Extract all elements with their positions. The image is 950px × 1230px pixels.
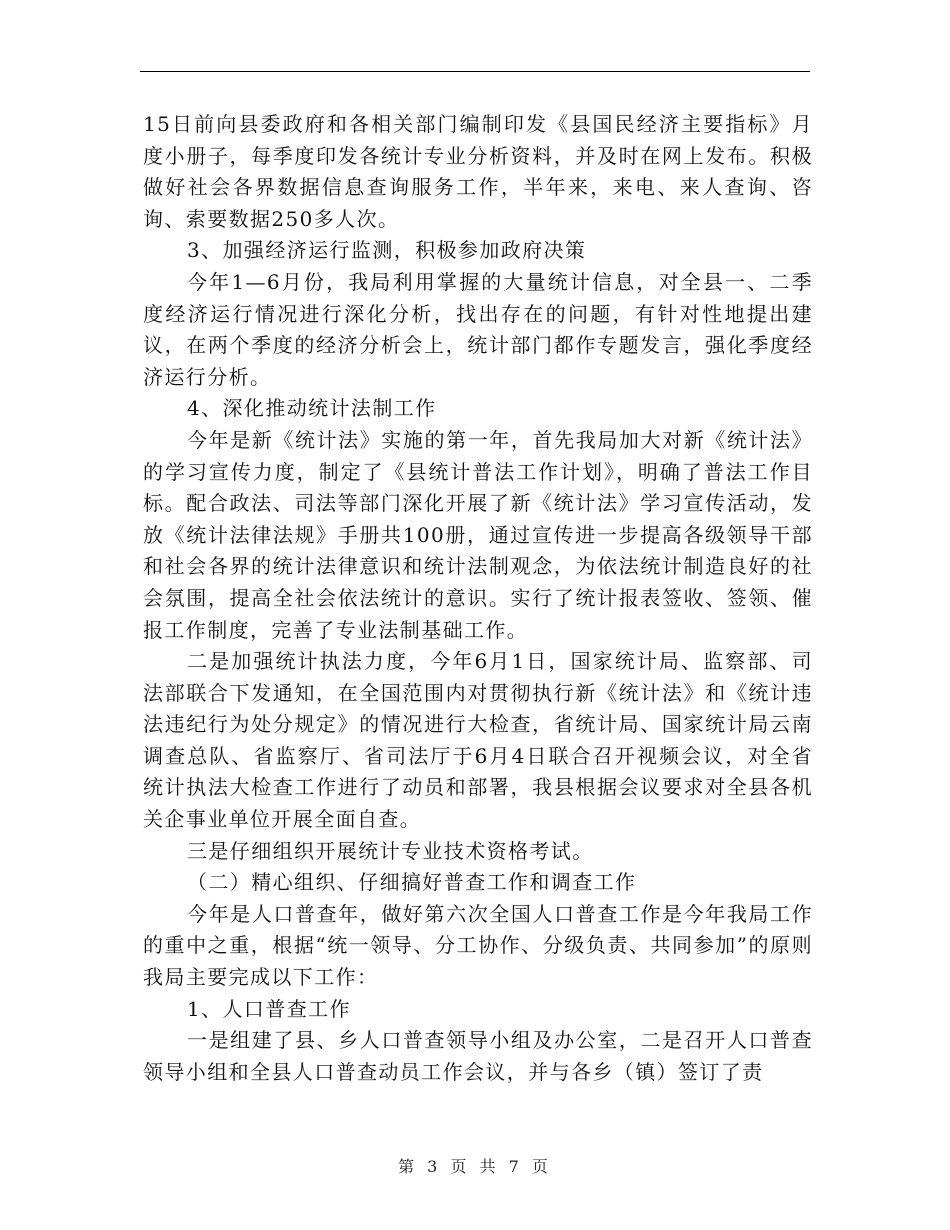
paragraph-3: 今年1—6月份，我局利用掌握的大量统计信息，对全县一、二季度经济运行情况进行深化分析，找出存在的问题，有针对性地提出建议，在两个季度的经济分析会上，统计部门都作专题发言，强化季度经济运行分析。	[143, 269, 813, 389]
document-body	[143, 109, 813, 1088]
paragraph-6: 二是加强统计执法力度，今年6月1日，国家统计局、监察部、司法部联合下发通知，在全国范围内对贯彻执行新《统计法》和《统计违法违纪行为处分规定》的情况进行大检查，省统计局、国家统计局云南调查总队、省监察厅、省司法厅于6月4日联合召开视频会议，对全省统计执法大检查工作进行了动员和部署，我县根据会议要求对全县各机关企事业单位开展全面自查。	[143, 649, 813, 832]
section-heading-1: 1、人口普查工作	[187, 996, 351, 1021]
section-heading-2: （二）精心组织、仔细搞好普查工作和调查工作	[187, 870, 637, 895]
paragraph-7: 三是仔细组织开展统计专业技术资格考试。	[187, 838, 594, 863]
paragraph-5: 今年是新《统计法》实施的第一年，首先我局加大对新《统计法》的学习宣传力度，制定了《县统计普法工作计划》，明确了普法工作目标。配合政法、司法等部门深化开展了新《统计法》学习宣传活动，发放《统计法律法规》手册共100册，通过宣传进一步提高各级领导干部和社会各界的统计法律意识和统计法制观念，为依法统计制造良好的社会氛围，提高全社会依法统计的意识。实行了统计报表签收、签领、催报工作制度，完善了专业法制基础工作。	[143, 427, 813, 642]
section-heading-4: 4、深化推动统计法制工作	[187, 396, 437, 421]
page-number-footer: 第 3 页 共 7 页	[398, 1157, 552, 1176]
paragraph-1: 15日前向县委政府和各相关部门编制印发《县国民经济主要指标》月度小册子，每季度印发各统计专业分析资料，并及时在网上发布。积极做好社会各界数据信息查询服务工作，半年来，来电、来人查询、咨询、索要数据250多人次。	[143, 112, 813, 231]
section-heading-3: 3、加强经济运行监测，积极参加政府决策	[187, 238, 587, 263]
header-rule	[140, 71, 810, 72]
paragraph-11: 一是组建了县、乡人口普查领导小组及办公室，二是召开人口普查领导小组和全县人口普查动员工作会议，并与各乡（镇）签订了责	[143, 1028, 813, 1084]
paragraph-9: 今年是人口普查年，做好第六次全国人口普查工作是今年我局工作的重中之重，根据“统一领导、分工协作、分级负责、共同参加”的原则我局主要完成以下工作：	[143, 901, 813, 990]
